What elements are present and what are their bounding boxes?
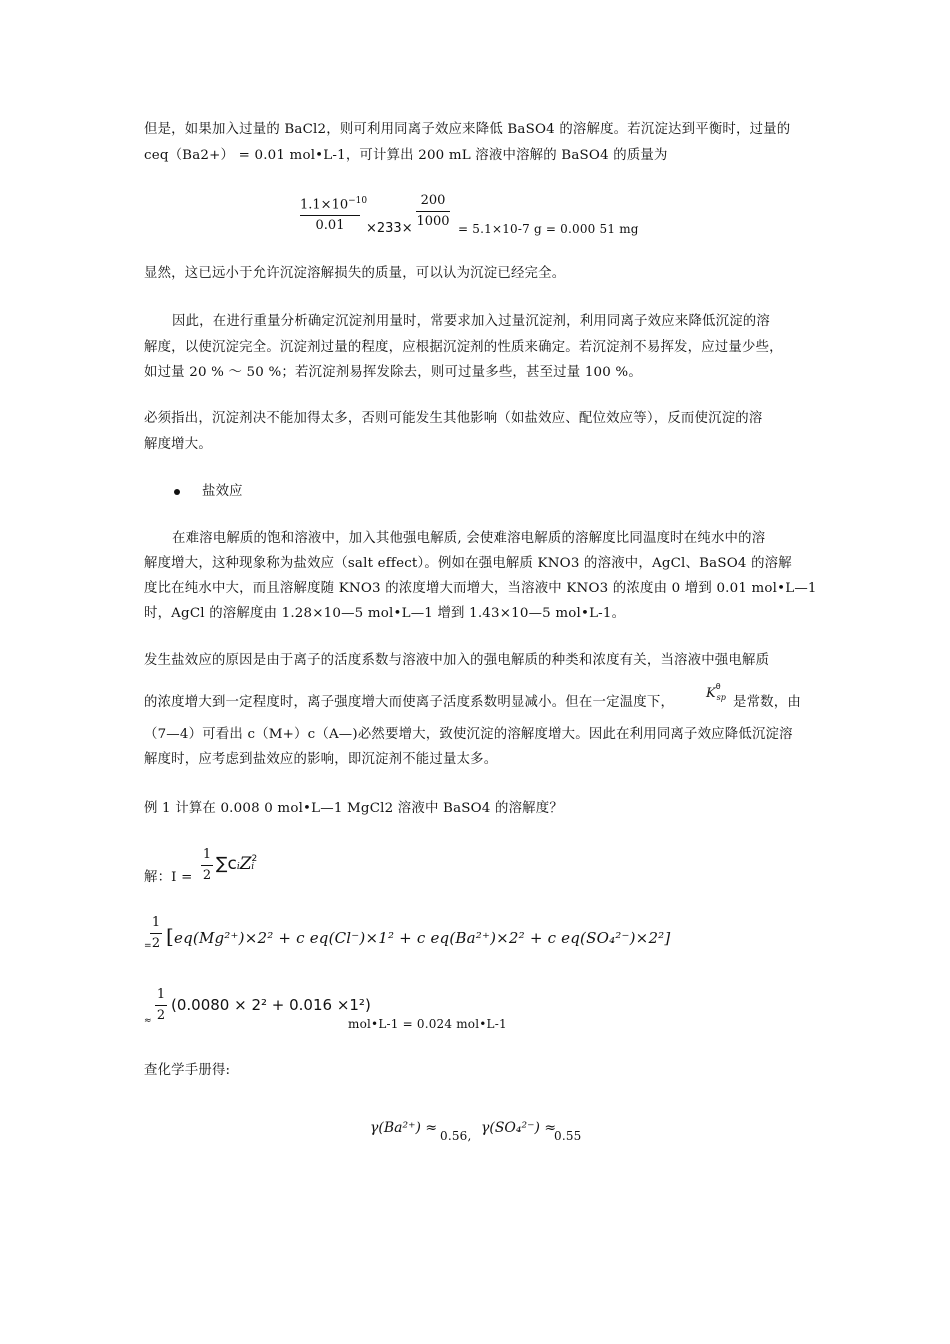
ksp-symbol [706, 682, 730, 702]
ksp-letter: K [706, 686, 716, 701]
expansion-expression: [eq(Mg²⁺)×2² + c eq(Cl⁻)×1² + c eq(Ba²⁺)×2² + c eq(SO₄²⁻)×2²] [166, 924, 671, 948]
paragraph-line: 解度，以使沉淀完全。沉淀剂过量的程度，应根据沉淀剂的性质来确定。若沉淀剂不易挥发，应过量少些， [144, 340, 783, 355]
term: eq(Ba²⁺)×2² + c [430, 929, 557, 947]
paragraph-line: 解度增大。 [144, 437, 212, 452]
paragraph-line: 时，AgCl 的溶解度由 1.28×10—5 mol•L—1 增到 1.43×10—5 mol•L-1。 [144, 606, 626, 621]
approx-expression: (0.0080 × 2² + 0.016 ×1²) [171, 996, 371, 1014]
fraction-ksp [300, 192, 368, 235]
equation-result: = 5.1×10-7 g = 0.000 51 mg [458, 222, 639, 236]
paragraph-line: ceq（Ba2+） = 0.01 mol•L-1，可计算出 200 mL 溶液中溶解的 BaSO4 的质量为 [144, 148, 668, 163]
fraction-half [155, 986, 167, 1025]
denominator: 2 [156, 1008, 166, 1023]
paragraph-line: 但是，如果加入过量的 BaCl2，则可利用同离子效应来降低 BaSO4 的溶解度。若沉淀达到平衡时，过量的 [144, 122, 791, 137]
paragraph-line: 查化学手册得: [144, 1063, 231, 1078]
gamma-sulfate: γ(SO₄²⁻) ≈ [481, 1120, 557, 1136]
paragraph-line: 度比在纯水中大，而且溶解度随 KNO3 的浓度增大而增大，当溶液中 KNO3 的浓度由 0 增到 0.01 mol•L—1 [144, 581, 817, 596]
paragraph-line: 的浓度增大到一定程度时，离子强度增大而使离子活度系数明显减小。但在一定温度下， [144, 695, 675, 710]
paragraph-line: 因此，在进行重量分析确定沉淀剂用量时，常要求加入过量沉淀剂，利用同离子效应来降低沉淀的溶 [172, 314, 770, 329]
numerator: 1.1×10 [300, 197, 349, 213]
bullet-heading: 盐效应 [202, 484, 243, 499]
solution-label: 解：I = [144, 870, 193, 885]
term: eq(SO₄²⁻)×2²] [561, 929, 671, 947]
paragraph-line: 必须指出，沉淀剂决不能加得太多，否则可能发生其他影响（如盐效应、配位效应等），反而使沉淀的溶 [144, 411, 763, 426]
z-sup: 2 [251, 854, 258, 864]
paragraph-line: 显然，这已远小于允许沉淀溶解损失的质量，可以认为沉淀已经完全。 [144, 266, 566, 281]
gamma-barium-value: 0.56, [440, 1129, 472, 1143]
gamma-sulfate-value: 0.55 [554, 1129, 582, 1143]
sum-expression [216, 854, 260, 874]
paragraph-line: （7—4）可看出 c（M+）c（A—)必然要增大，致使沉淀的溶解度增大。因此在利用同离子效应降低沉淀溶 [144, 727, 793, 742]
fraction-volume [416, 192, 450, 231]
fraction-half [201, 846, 213, 885]
denominator: 2 [202, 868, 212, 883]
numerator: 1 [156, 987, 166, 1002]
denominator: 0.01 [315, 218, 345, 234]
paragraph-line: 解度时，应考虑到盐效应的影响，即沉淀剂不能过量太多。 [144, 752, 498, 767]
ksp-sup: θ [715, 682, 721, 691]
equation-result: mol•L-1 = 0.024 mol•L-1 [348, 1017, 507, 1031]
paragraph-line: 解度增大，这种现象称为盐效应（salt effect）。例如在强电解质 KNO3 的溶液中，AgCl、BaSO4 的溶解 [144, 556, 792, 571]
paragraph-line: 是常数，由 [733, 695, 801, 710]
z-letter: Z [239, 854, 252, 874]
term: eq(Mg²⁺)×2² + c [174, 929, 305, 947]
fraction-half [150, 914, 162, 953]
approx-sign: ≈ [144, 1016, 152, 1026]
denominator: 2 [151, 936, 161, 951]
paragraph-line: 在难溶电解质的饱和溶液中，加入其他强电解质, 会使难溶电解质的溶解度比同温度时在纯水中的溶 [172, 531, 766, 546]
term: eq(Cl⁻)×1² + c [309, 929, 426, 947]
equals-sign: = [144, 941, 152, 951]
denominator: 1000 [416, 214, 450, 229]
numerator: 200 [420, 193, 446, 208]
exponent: −10 [348, 196, 368, 206]
example-heading: 例 1 计算在 0.008 0 mol•L—1 MgCl2 溶液中 BaSO4 的溶解度？ [144, 801, 563, 816]
numerator: 1 [202, 847, 212, 862]
bullet-icon [174, 489, 180, 495]
gamma-barium: γ(Ba²⁺) ≈ [370, 1120, 438, 1136]
paragraph-line: 如过量 20 % ～ 50 %；若沉淀剂易挥发除去，则可过量多些，甚至过量 100 %。 [144, 365, 642, 380]
ksp-sub: sp [716, 693, 726, 702]
multiplier: ×233× [366, 221, 413, 236]
numerator: 1 [151, 915, 161, 930]
sum-sub: i [236, 862, 240, 872]
sum-symbol: ∑c [216, 854, 237, 874]
z-sub: i [251, 862, 255, 872]
paragraph-line: 发生盐效应的原因是由于离子的活度系数与溶液中加入的强电解质的种类和浓度有关，当溶液中强电解质 [144, 653, 770, 668]
